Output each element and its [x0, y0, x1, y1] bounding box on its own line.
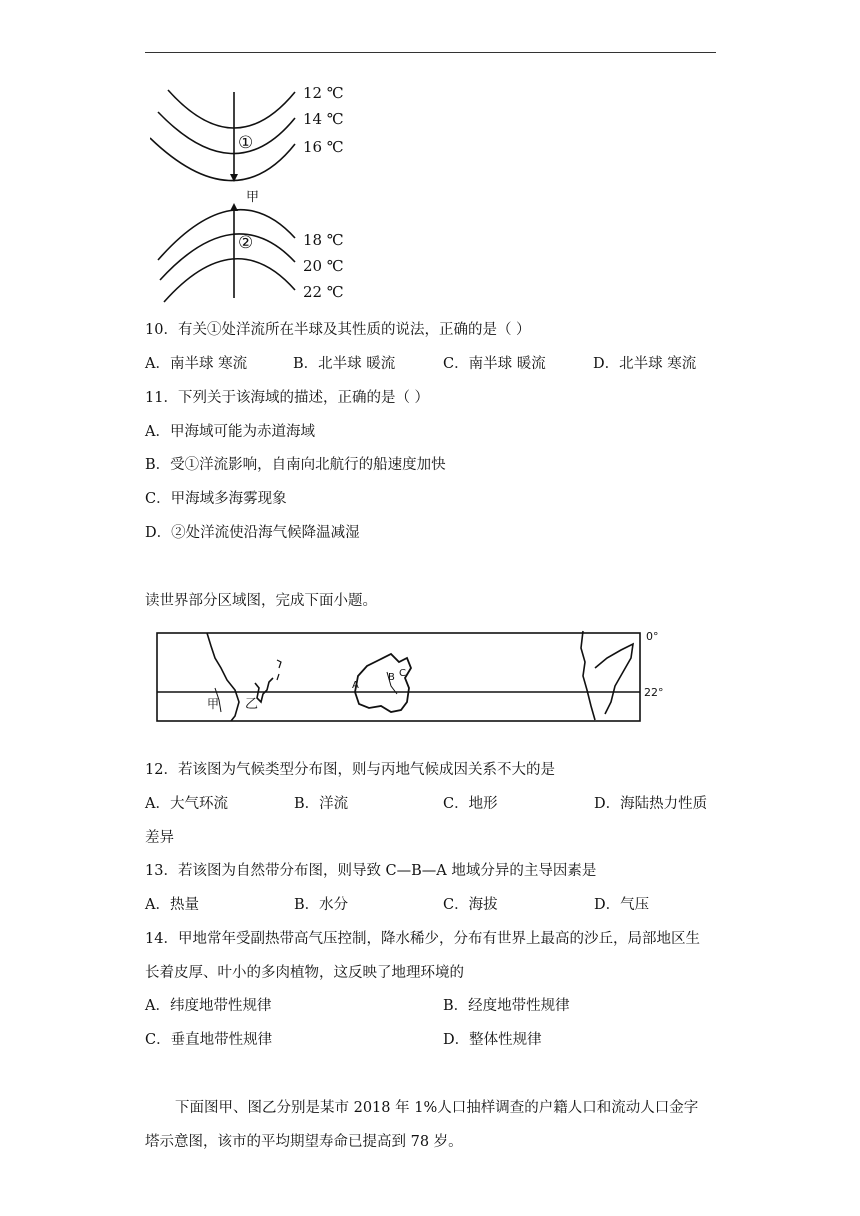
- q10-stem: 10．有关①处洋流所在半球及其性质的说法，正确的是（ ）: [145, 322, 531, 338]
- isotherm-14: [158, 112, 295, 154]
- q11-stem: 11．下列关于该海域的描述，正确的是（ ）: [145, 390, 430, 406]
- q11-option-a[interactable]: A．甲海域可能为赤道海域: [145, 424, 315, 440]
- q13-option-a[interactable]: A．热量: [145, 897, 199, 913]
- isotherm-label-18: 18 ℃: [303, 231, 344, 249]
- q11-option-c[interactable]: C．甲海域多海雾现象: [145, 491, 287, 507]
- isotherm-22: [164, 259, 295, 302]
- landmass-east: [581, 631, 595, 720]
- q12-option-d[interactable]: D．海陆热力性质: [594, 796, 708, 812]
- q11-option-b[interactable]: B．受①洋流影响，自南向北航行的船速度加快: [145, 457, 446, 473]
- world-region-map: [155, 628, 700, 728]
- q12-option-a[interactable]: A．大气环流: [145, 796, 228, 812]
- sea-label-jia: 甲: [246, 190, 260, 205]
- q11-option-d[interactable]: D．②处洋流使沿海气候降温减湿: [145, 525, 360, 541]
- lat-label-22: 22°: [644, 686, 664, 699]
- q13-stem: 13．若该图为自然带分布图，则导致 C—B—A 地域分异的主导因素是: [145, 863, 597, 879]
- pyramid-intro-line2: 塔示意图，该市的平均期望寿命已提高到 78 岁。: [145, 1134, 463, 1150]
- q13-option-c[interactable]: C．海拔: [443, 897, 498, 913]
- q13-option-b[interactable]: B．水分: [294, 897, 349, 913]
- q14-option-d[interactable]: D．整体性规律: [443, 1032, 542, 1048]
- current-label-1: ①: [238, 133, 254, 153]
- q10-option-b[interactable]: B．北半球 暖流: [293, 356, 396, 372]
- pyramid-intro-line1: 下面图甲、图乙分别是某市 2018 年 1%人口抽样调查的户籍人口和流动人口金字: [175, 1100, 699, 1116]
- q13-option-d[interactable]: D．气压: [594, 897, 650, 913]
- arrow-up-icon: [230, 203, 238, 211]
- map-label-b: B: [388, 672, 395, 683]
- landmass-australia: [355, 654, 411, 712]
- current-label-2: ②: [238, 233, 254, 253]
- map-label-jia: 甲: [207, 697, 220, 711]
- isotherm-20: [160, 234, 295, 280]
- isotherm-16: [150, 138, 295, 181]
- isotherm-label-16: 16 ℃: [303, 138, 344, 156]
- map-intro: 读世界部分区域图，完成下面小题。: [145, 593, 377, 609]
- q12-stem: 12．若该图为气候类型分布图，则与丙地气候成因关系不大的是: [145, 762, 555, 778]
- map-label-a: A: [352, 680, 359, 691]
- q10-option-a[interactable]: A．南半球 寒流: [145, 356, 248, 372]
- q12-option-b[interactable]: B．洋流: [294, 796, 349, 812]
- q10-option-c[interactable]: C．南半球 暖流: [443, 356, 546, 372]
- q14-option-b[interactable]: B．经度地带性规律: [443, 998, 570, 1014]
- isotherm-label-20: 20 ℃: [303, 257, 344, 275]
- isotherm-label-14: 14 ℃: [303, 110, 344, 128]
- lat-label-0: 0°: [646, 630, 659, 643]
- isotherm-12: [168, 90, 295, 128]
- map-label-yi: 乙: [245, 697, 259, 712]
- q12-option-d-wrap: 差异: [145, 830, 174, 846]
- isotherm-diagram: [150, 80, 390, 305]
- header-rule: [145, 52, 716, 53]
- isotherm-label-12: 12 ℃: [303, 84, 344, 102]
- q14-stem-line1: 14．甲地常年受副热带高气压控制，降水稀少，分布有世界上最高的沙丘，局部地区生: [145, 931, 700, 947]
- q14-stem-line2: 长着皮厚、叶小的多肉植物，这反映了地理环境的: [145, 965, 464, 981]
- map-label-c: C: [399, 668, 406, 679]
- q12-option-c[interactable]: C．地形: [443, 796, 498, 812]
- q14-option-c[interactable]: C．垂直地带性规律: [145, 1032, 273, 1048]
- isotherm-label-22: 22 ℃: [303, 283, 344, 301]
- q10-option-d[interactable]: D．北半球 寒流: [593, 356, 697, 372]
- q14-option-a[interactable]: A．纬度地带性规律: [145, 998, 272, 1014]
